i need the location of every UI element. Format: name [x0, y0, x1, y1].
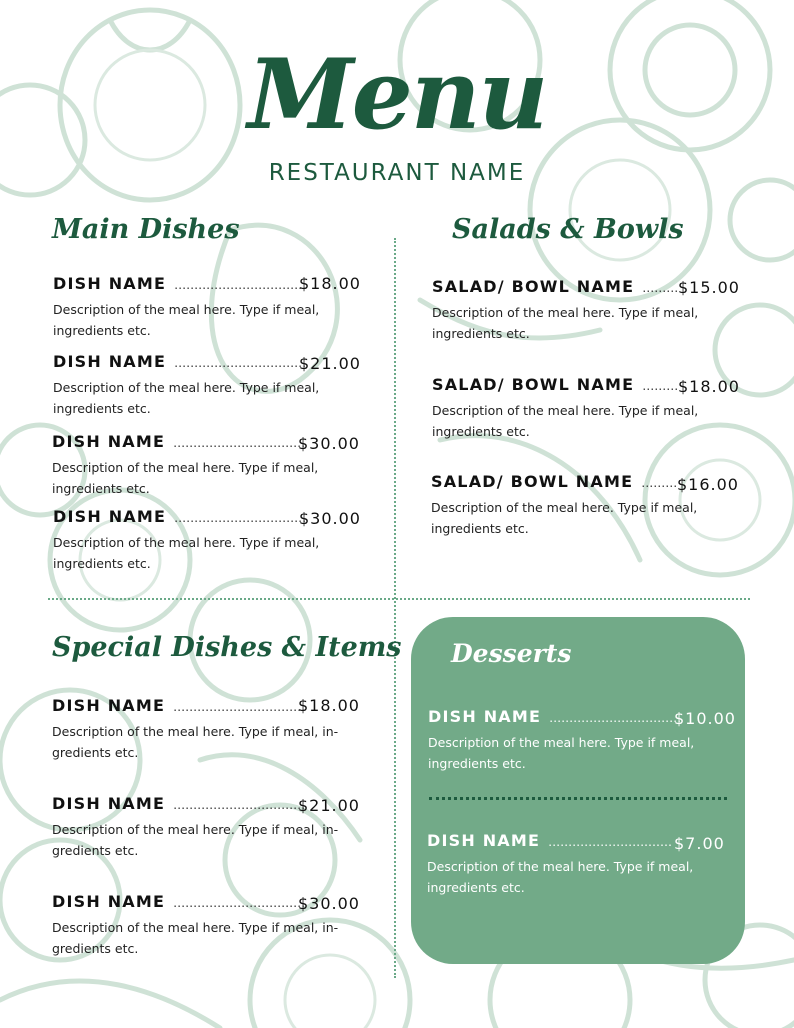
salad-price: $16.00	[677, 475, 739, 494]
dish-name: DISH NAME	[53, 352, 167, 371]
dessert-item	[428, 707, 736, 774]
main-dishes-title: Main Dishes	[52, 214, 240, 245]
main-dish-item	[53, 274, 363, 341]
restaurant-name: RESTAURANT NAME	[268, 160, 526, 186]
vertical-divider	[394, 238, 396, 978]
salad-description-cont: ingredients etc.	[431, 521, 529, 536]
dot-leader: ……………………………	[173, 700, 306, 714]
dish-description: Description of the meal here. Type if meal, in-	[52, 920, 339, 935]
dot-leader: ……………………………	[173, 798, 306, 812]
dot-leader: …………………….……	[548, 835, 672, 849]
dish-price: $21.00	[299, 354, 361, 373]
dish-price: $18.00	[298, 696, 360, 715]
salad-item	[432, 277, 742, 344]
dessert-name: DISH NAME	[427, 831, 541, 850]
dish-description-cont: ingredients etc.	[52, 481, 150, 496]
dot-leader: ……………………………	[173, 436, 306, 450]
special-item	[52, 892, 362, 959]
dish-name: DISH NAME	[52, 696, 166, 715]
desserts-panel	[411, 617, 745, 964]
dot-leader: ……………………………	[174, 278, 307, 292]
dish-price: $30.00	[298, 894, 360, 913]
dish-price: $30.00	[299, 509, 361, 528]
dish-description-cont: gredients etc.	[52, 941, 139, 956]
dot-leader: ……………………………	[174, 356, 307, 370]
dot-leader: ……………………………	[173, 896, 306, 910]
dish-name: DISH NAME	[53, 507, 167, 526]
dish-description: Description of the meal here. Type if meal, in-	[52, 822, 339, 837]
dish-name: DISH NAME	[52, 892, 166, 911]
dish-description-cont: ingredients etc.	[53, 556, 151, 571]
desserts-title: Desserts	[451, 639, 572, 668]
dish-description-cont: gredients etc.	[52, 843, 139, 858]
special-item	[52, 794, 362, 861]
dish-description: Description of the meal here. Type if meal, in-	[52, 724, 339, 739]
dessert-description: Description of the meal here. Type if meal,	[428, 735, 695, 750]
salad-name: SALAD/ BOWL NAME	[432, 277, 635, 296]
salad-name: SALAD/ BOWL NAME	[432, 375, 635, 394]
dot-leader: ………	[642, 379, 679, 393]
dish-description: Description of the meal here. Type if meal,	[53, 535, 320, 550]
dessert-item	[427, 831, 727, 898]
dot-leader: ………	[641, 476, 678, 490]
salad-price: $18.00	[678, 377, 740, 396]
salad-item	[431, 472, 741, 539]
dish-description: Description of the meal here. Type if meal,	[53, 380, 320, 395]
dish-price: $21.00	[298, 796, 360, 815]
dish-name: DISH NAME	[52, 794, 166, 813]
horizontal-divider	[48, 598, 750, 600]
dessert-description-cont: ingredients etc.	[427, 880, 525, 895]
dot-leader: ………	[642, 281, 679, 295]
dish-description-cont: ingredients etc.	[53, 401, 151, 416]
salad-description-cont: ingredients etc.	[432, 326, 530, 341]
dish-price: $30.00	[298, 434, 360, 453]
dessert-price: $10.00	[674, 709, 736, 728]
menu-title: Menu	[247, 38, 547, 151]
main-dish-item	[53, 507, 363, 574]
dish-description: Description of the meal here. Type if meal,	[52, 460, 319, 475]
dish-description-cont: ingredients etc.	[53, 323, 151, 338]
salad-name: SALAD/ BOWL NAME	[431, 472, 634, 491]
dish-name: DISH NAME	[52, 432, 166, 451]
salad-description: Description of the meal here. Type if meal,	[432, 305, 699, 320]
salad-item	[432, 375, 742, 442]
dot-leader: ……………………………	[174, 511, 307, 525]
salad-description-cont: ingredients etc.	[432, 424, 530, 439]
salad-price: $15.00	[678, 278, 740, 297]
dessert-name: DISH NAME	[428, 707, 542, 726]
dish-description-cont: gredients etc.	[52, 745, 139, 760]
special-dishes-title: Special Dishes & Items	[52, 632, 402, 663]
dish-description: Description of the meal here. Type if meal,	[53, 302, 320, 317]
dot-leader: ……………………………	[549, 711, 682, 725]
salad-description: Description of the meal here. Type if meal,	[431, 500, 698, 515]
dessert-price: $7.00	[674, 834, 725, 853]
dessert-description-cont: ingredients etc.	[428, 756, 526, 771]
dish-name: DISH NAME	[53, 274, 167, 293]
dish-price: $18.00	[299, 274, 361, 293]
dessert-divider	[429, 797, 727, 800]
salad-description: Description of the meal here. Type if meal,	[432, 403, 699, 418]
salads-bowls-title: Salads & Bowls	[452, 214, 684, 245]
special-item	[52, 696, 362, 763]
dessert-description: Description of the meal here. Type if meal,	[427, 859, 694, 874]
main-dish-item	[52, 432, 362, 499]
main-dish-item	[53, 352, 363, 419]
